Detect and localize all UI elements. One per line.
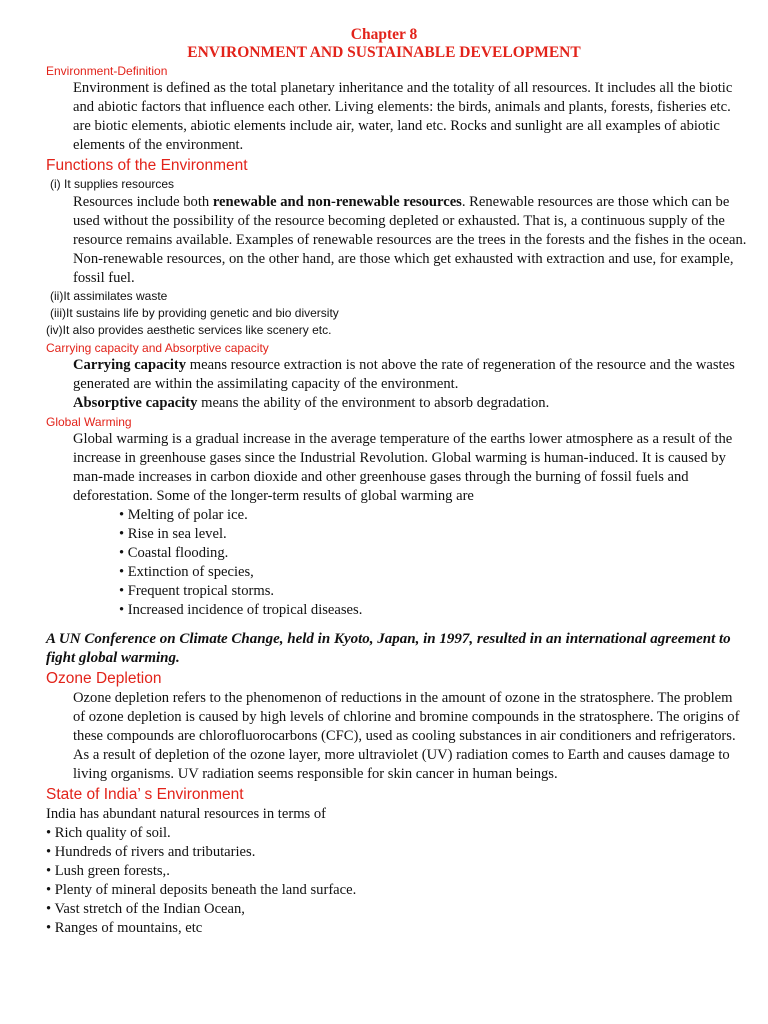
heading-carrying-capacity: Carrying capacity and Absorptive capacity — [46, 341, 269, 355]
kyoto-note: A UN Conference on Climate Change, held in Kyoto, Japan, in 1997, resulted in an international agreement to fight global warming. — [46, 631, 731, 666]
paragraph-resources: Resources include both renewable and non-renewable resources. Renewable resources are those which can be used without the possibility of the resource becoming depleted or exhausted. That is, a continuous supply of the resource remains available. Examples of renewable resources are the trees in the forests and the fishes in the ocean. Non-renewable resources, on the other hand, are those which get exhausted with extraction and use, for example, fossil fuel. — [73, 194, 747, 286]
chapter-title: ENVIRONMENT AND SUSTAINABLE DEVELOPMENT — [187, 44, 581, 61]
paragraph-environment-definition: Environment is defined as the total planetary inheritance and the totality of all resources. It includes all the biotic and abiotic factors that influence each other. Living elements: the birds, animals and plants, forests, fisheries etc. are biotic elements, abiotic elements include air, water, land etc. Rocks and sunlight are all examples of abiotic elements of the environment. — [73, 80, 733, 153]
list-item: • Ranges of mountains, etc — [46, 920, 203, 936]
list-item: • Extinction of species, — [119, 564, 254, 580]
list-item: • Melting of polar ice. — [119, 507, 248, 523]
list-item: • Lush green forests,. — [46, 863, 170, 879]
list-item: • Coastal flooding. — [119, 545, 229, 561]
heading-functions: Functions of the Environment — [46, 157, 248, 174]
global-warming-results-list — [119, 506, 748, 620]
heading-state-of-india: State of India’ s Environment — [46, 786, 244, 803]
function-item-1: (i) It supplies resources — [50, 177, 175, 191]
function-item-4: (iv)It also provides aesthetic services like scenery etc. — [46, 323, 332, 337]
paragraph-global-warming: Global warming is a gradual increase in the average temperature of the earths lower atmosphere as a result of the increase in greenhouse gases since the Industrial Revolution. Global warming is human-induced. It is caused by man-made increases in carbon dioxide and other greenhouse gases through the burning of fossil fuels and deforestation. Some of the longer-term results of global warming are — [73, 431, 733, 504]
list-item: • Increased incidence of tropical diseases. — [119, 602, 363, 618]
heading-environment-definition: Environment-Definition — [46, 64, 168, 78]
paragraph-absorptive-capacity: Absorptive capacity means the ability of the environment to absorb degradation. — [73, 395, 550, 411]
list-item: • Frequent tropical storms. — [119, 583, 275, 599]
list-item: • Plenty of mineral deposits beneath the land surface. — [46, 882, 357, 898]
india-intro: India has abundant natural resources in terms of — [46, 806, 327, 822]
heading-ozone-depletion: Ozone Depletion — [46, 670, 162, 687]
list-item: • Rise in sea level. — [119, 526, 227, 542]
heading-global-warming: Global Warming — [46, 415, 132, 429]
paragraph-ozone-depletion: Ozone depletion refers to the phenomenon of reductions in the amount of ozone in the stratosphere. The problem of ozone depletion is caused by high levels of chlorine and bromine compounds in the stratosphere. The origins of these compounds are chlorofluorocarbons (CFC), used as cooling substances in air conditioners and refrigerators. As a result of depletion of the ozone layer, more ultraviolet (UV) radiation comes to Earth and causes damage to living organisms. UV radiation seems responsible for skin cancer in human beings. — [73, 690, 740, 782]
function-item-3: (iii)It sustains life by providing genetic and bio diversity — [50, 306, 339, 320]
paragraph-carrying-capacity: Carrying capacity means resource extraction is not above the rate of regeneration of the resource and the wastes generated are within the assimilating capacity of the environment. — [73, 357, 735, 392]
india-resources-list — [46, 824, 748, 938]
list-item: • Rich quality of soil. — [46, 825, 171, 841]
function-item-2: (ii)It assimilates waste — [50, 289, 168, 303]
list-item: • Vast stretch of the Indian Ocean, — [46, 901, 245, 917]
list-item: • Hundreds of rivers and tributaries. — [46, 844, 256, 860]
chapter-number: Chapter 8 — [350, 26, 418, 43]
